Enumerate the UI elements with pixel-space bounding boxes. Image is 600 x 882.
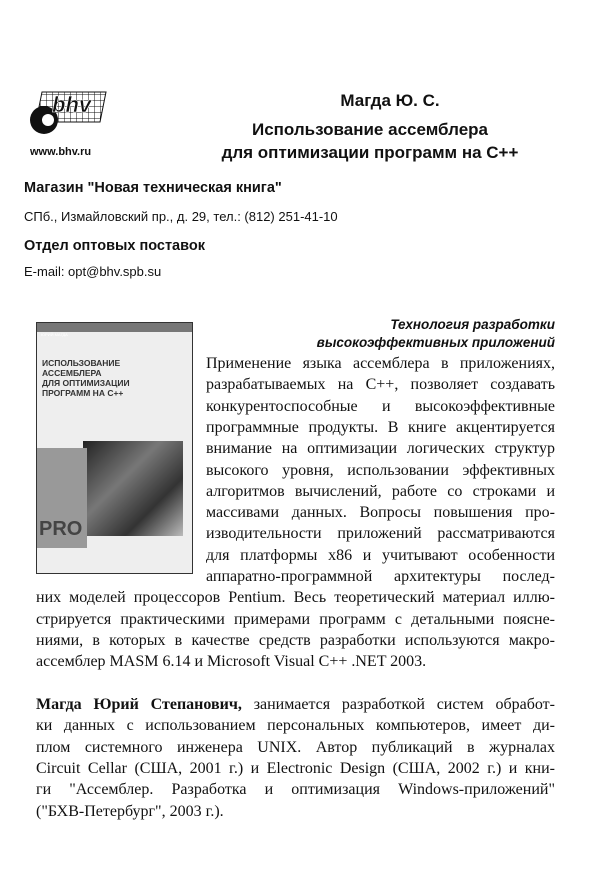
svg-text:bhv: bhv <box>52 92 92 117</box>
title-line: для оптимизации программ на C++ <box>221 143 519 162</box>
cover-title-line: ПРОГРАММ НА C++ <box>42 388 124 398</box>
book-author: Магда Ю. С. <box>340 91 440 110</box>
book-title <box>180 118 560 164</box>
publisher-website: www.bhv.ru <box>30 146 92 158</box>
subtitle-line: Технология разработки <box>390 317 555 332</box>
description-line: ассемблер MASM 6.14 и Microsoft Visual C++ .NET 2003. <box>36 653 427 671</box>
about-author-line: ки данных с использованием персональных компьютеров, имеет ди- <box>36 717 555 735</box>
description-subtitle <box>210 316 555 352</box>
cover-title <box>42 358 130 398</box>
book-cover-image <box>36 322 193 574</box>
cover-series: PRO <box>39 518 83 540</box>
description-line: них моделей процессоров Pentium. Весь теоретический материал иллю- <box>36 589 555 607</box>
about-author-line <box>36 696 555 714</box>
subtitle-line: высокоэффективных приложений <box>316 335 555 350</box>
shop-address: СПб., Измайловский пр., д. 29, тел.: (812) 251-41-10 <box>24 209 338 224</box>
title-line: Использование ассемблера <box>251 120 489 139</box>
description-line: разрабатываемых на C++, позволяет создавать <box>206 376 555 394</box>
shop-name: Магазин "Новая техническая книга" <box>24 180 282 196</box>
about-author-line: Circuit Cellar (США, 2001 г.) и Electronic Design (США, 2002 г.) и кни- <box>36 759 555 777</box>
about-author-line: ("БХВ-Петербург", 2003 г.). <box>36 802 224 820</box>
about-author-line: ги "Ассемблер. Разработка и оптимизация Windows-приложений" <box>36 781 555 799</box>
description-line: алгоритмов вычислений, работе со строками и <box>206 482 555 500</box>
author-full-name: Магда Юрий Степанович, <box>36 696 242 713</box>
description-line: программные продукты. В книге акцентируется <box>206 418 555 436</box>
description-line: массивами данных. Вопросы повышения про- <box>206 504 555 522</box>
cover-circuit-image <box>83 441 183 536</box>
contact-email: E-mail: opt@bhv.spb.su <box>24 264 162 279</box>
description-line: высокого уровня, использовании эффективных <box>206 461 555 479</box>
description-line: конкурентоспособные и высокоэффективные <box>206 397 555 415</box>
cover-title-line: ДЛЯ ОПТИМИЗАЦИИ <box>42 378 130 388</box>
description-line: для платформы x86 и учитывают особенности <box>206 546 555 564</box>
description-line: стрируется практическими примерами программ с детальными поясне- <box>36 610 555 628</box>
cover-title-line: ИСПОЛЬЗОВАНИЕ <box>42 358 121 368</box>
description-line: ниями, в которых в качестве средств разработки используются макро- <box>36 631 555 649</box>
cover-title-line: АССЕМБЛЕРА <box>42 368 102 378</box>
description-line: аппаратно-программной архитектуры послед- <box>206 568 555 585</box>
wholesale-department: Отдел оптовых поставок <box>24 238 205 254</box>
description-line: Применение языка ассемблера в приложениях, <box>206 355 555 372</box>
about-author-line: плом системного инженера UNIX. Автор публикаций в журналах <box>36 738 555 756</box>
about-author-text: занимается разработкой систем обработ- <box>241 696 555 713</box>
description-line: внимание на оптимизации логических структур <box>206 440 555 458</box>
bhv-logo <box>28 88 108 138</box>
description-line: изводительности приложений рассматриваются <box>206 525 555 543</box>
cover-author: ЮРИЙ МАГДА <box>41 332 68 337</box>
